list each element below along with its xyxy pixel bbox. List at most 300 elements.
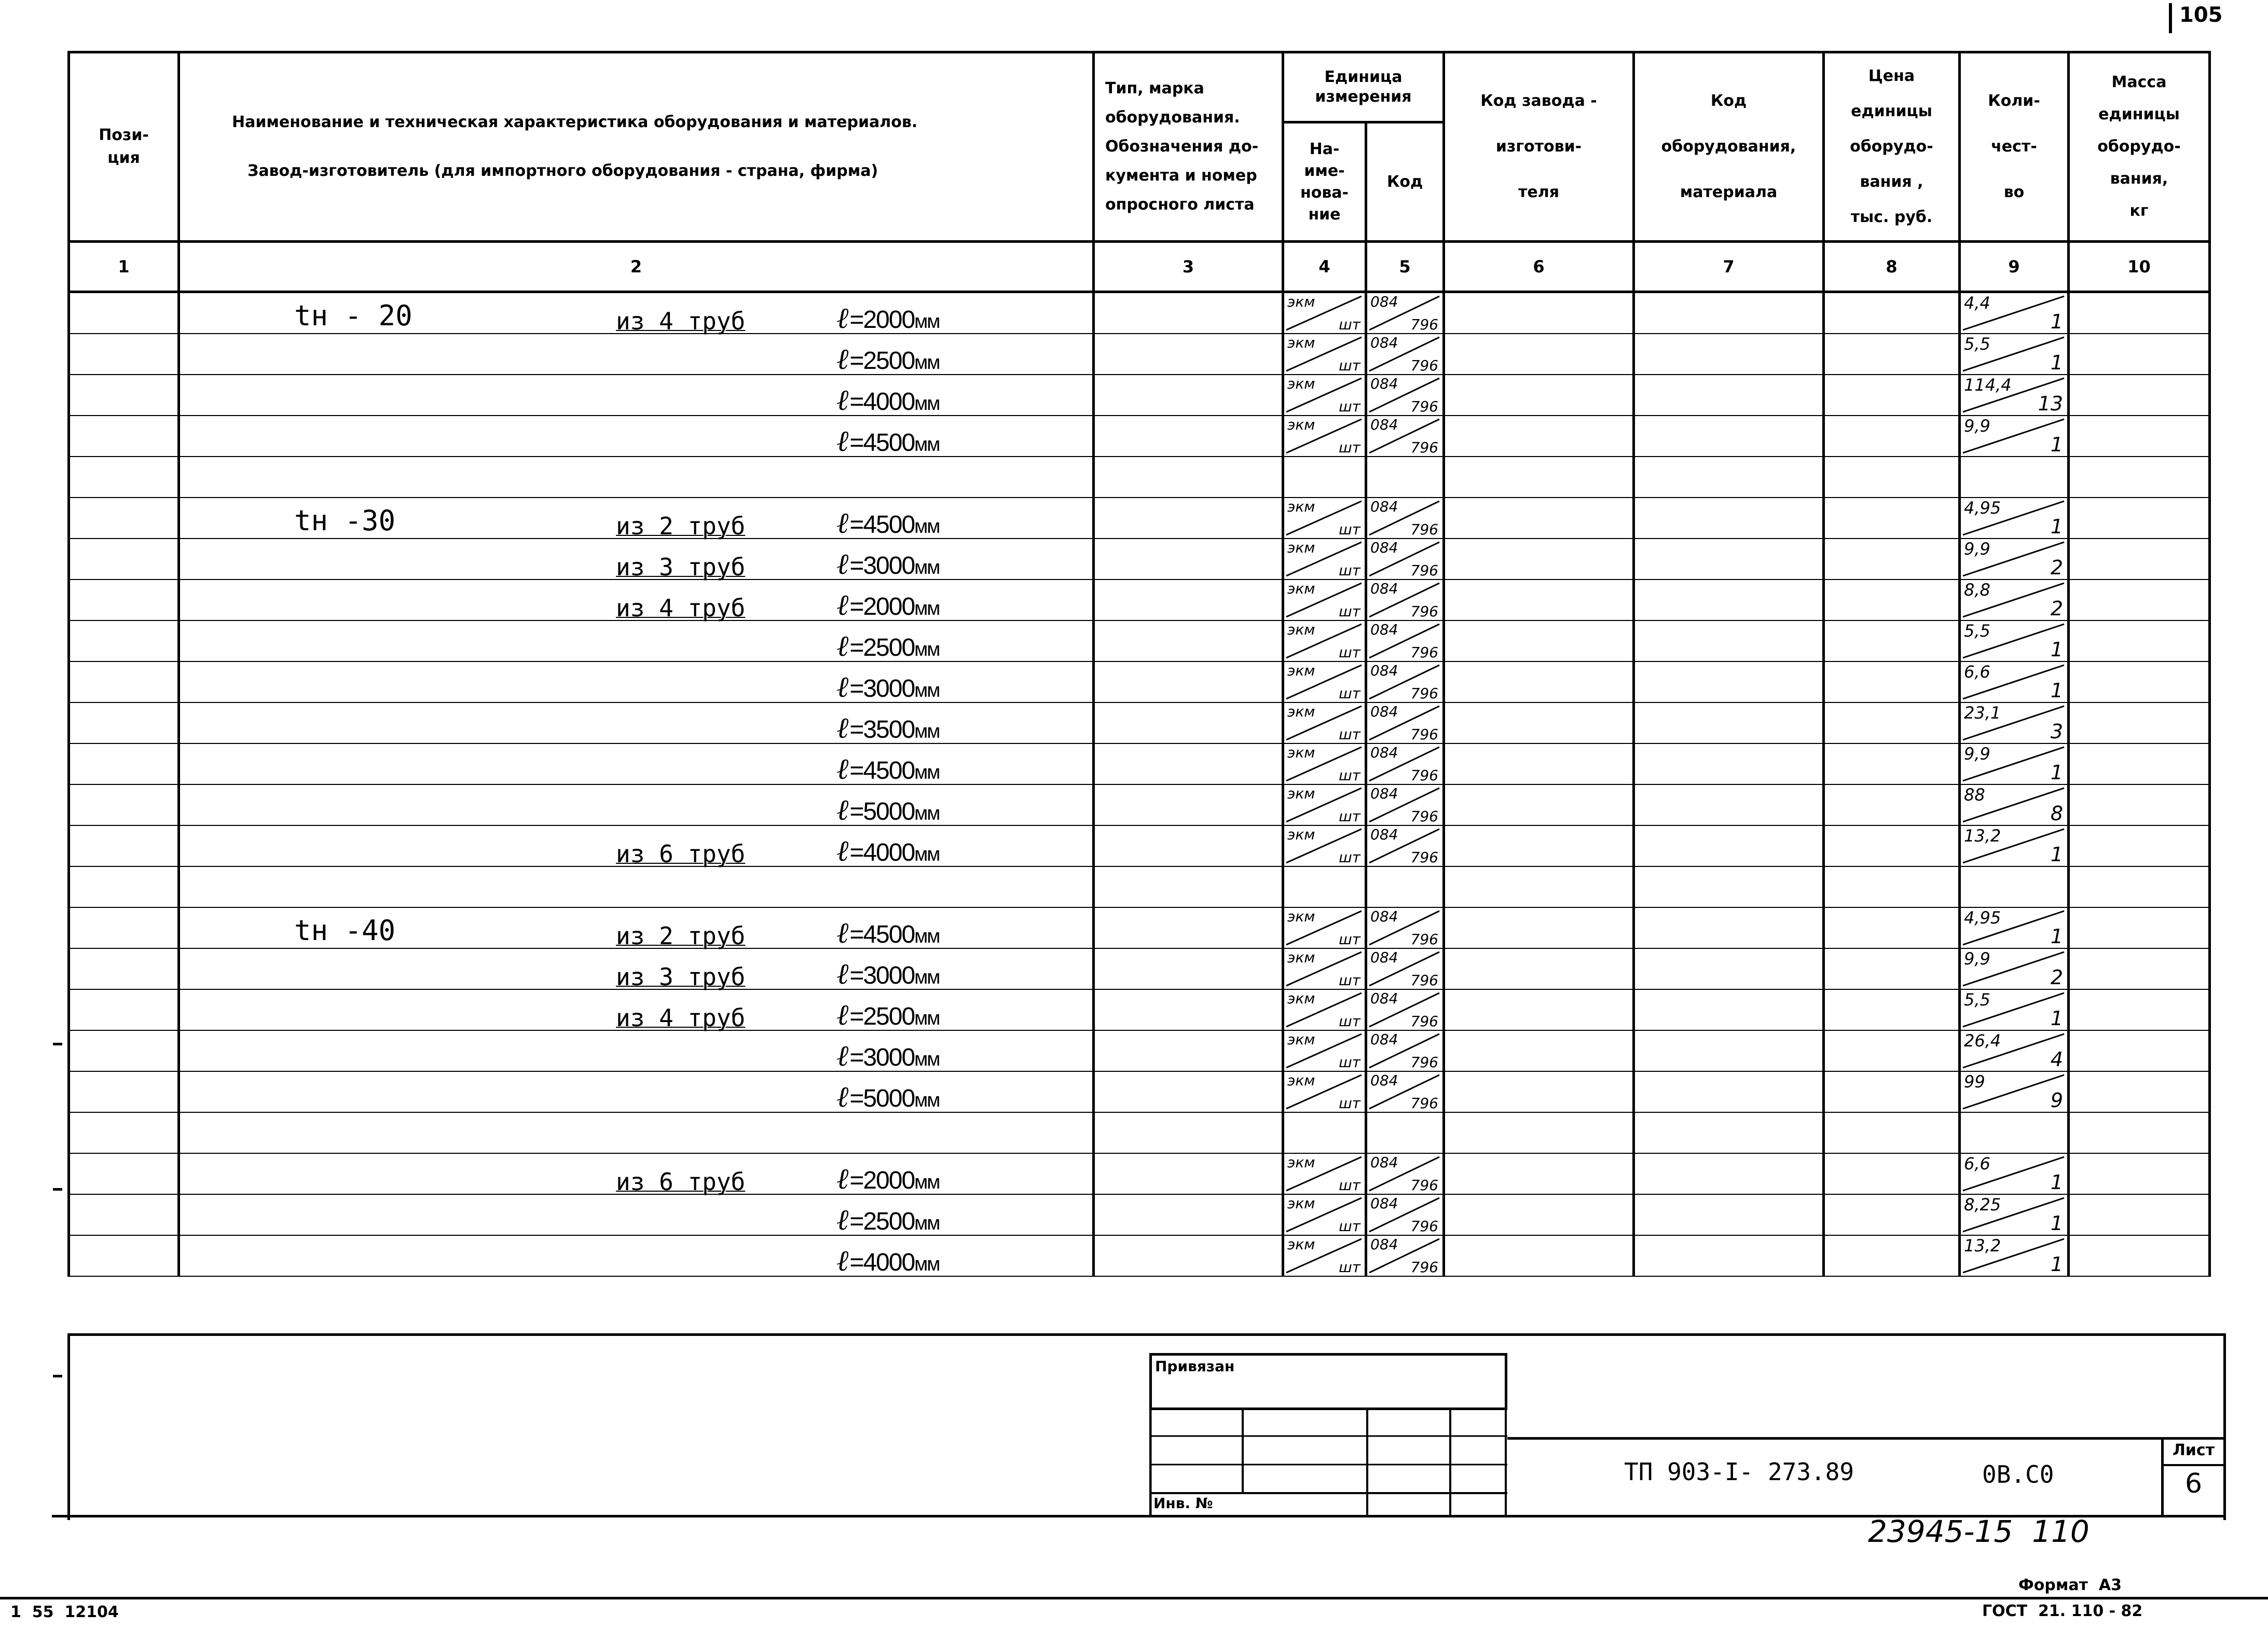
quantity-value — [1961, 1195, 2067, 1235]
column-number-row — [69, 242, 2210, 292]
unit-name-top: экм — [1287, 416, 1315, 433]
unit-code-bottom: 796 — [1410, 1013, 1438, 1030]
cell-type — [1094, 1235, 1283, 1276]
cell-factory-code — [1444, 1194, 1634, 1235]
cell-type — [1094, 784, 1283, 825]
cell-type — [1094, 866, 1283, 907]
cell-name — [179, 866, 1094, 907]
unit-name-value — [1284, 1031, 1365, 1071]
cell-name — [179, 375, 1094, 416]
length-value: =3000 — [849, 1044, 915, 1071]
cell-position — [69, 661, 179, 702]
table-row — [69, 457, 2210, 498]
bottom-frame — [67, 1333, 2226, 1520]
cell-position — [69, 1071, 179, 1112]
cell-price — [1824, 1235, 1960, 1276]
pipe-count: из 2 труб — [616, 512, 746, 540]
column-number: 2 — [179, 242, 1094, 292]
length-unit: мм — [914, 1171, 940, 1193]
length-value: =2500 — [849, 1003, 915, 1030]
unit-name-top: экм — [1287, 375, 1315, 392]
header-unit-name: На- име- нова- ние — [1283, 122, 1366, 242]
quantity-value — [1961, 498, 2067, 538]
cell-price — [1824, 539, 1960, 579]
cell-mass — [2069, 1071, 2210, 1112]
table-row — [69, 1071, 2210, 1112]
table-row — [69, 743, 2210, 784]
quantity-top: 4,95 — [1964, 498, 2001, 518]
cell-unit-name — [1283, 1235, 1366, 1276]
cell-mass — [2069, 743, 2210, 784]
cell-name — [179, 579, 1094, 620]
cell-equipment-code — [1634, 498, 1824, 539]
unit-name-bottom: шт — [1339, 562, 1360, 579]
cell-equipment-code — [1634, 539, 1824, 579]
unit-code-top: 084 — [1370, 744, 1398, 761]
column-number: 8 — [1824, 242, 1960, 292]
unit-code-top: 084 — [1370, 990, 1398, 1007]
cell-unit-code — [1366, 334, 1444, 375]
bottom-left-code: 1 55 12104 — [10, 1603, 119, 1621]
quantity-value — [1961, 293, 2067, 333]
length-value: =2500 — [849, 347, 915, 375]
pipe-length: ℓ=4500мм — [836, 916, 940, 950]
cell-factory-code — [1444, 948, 1634, 989]
cell-type — [1094, 661, 1283, 702]
cell-type — [1094, 1153, 1283, 1194]
cell-price — [1824, 292, 1960, 334]
quantity-bottom: 1 — [2050, 925, 2063, 948]
doc-code: ТП 903-I- 273.89 — [1624, 1458, 1854, 1486]
cell-unit-name — [1283, 416, 1366, 457]
cell-type — [1094, 1071, 1283, 1112]
quantity-top: 6,6 — [1964, 1154, 1990, 1174]
pipe-count: из 3 труб — [616, 963, 746, 991]
quantity-top: 99 — [1964, 1072, 1985, 1092]
bottom-rule — [0, 1597, 2268, 1599]
unit-code-bottom: 796 — [1410, 849, 1438, 866]
quantity-value — [1961, 1072, 2067, 1112]
unit-code-value — [1367, 744, 1442, 784]
cell-mass — [2069, 1030, 2210, 1071]
cell-quantity — [1960, 1071, 2069, 1112]
cell-unit-code — [1366, 743, 1444, 784]
quantity-value — [1961, 785, 2067, 825]
cell-unit-name — [1283, 292, 1366, 334]
unit-name-top: экм — [1287, 949, 1315, 966]
unit-name-top: экм — [1287, 1236, 1315, 1253]
unit-name-top: экм — [1287, 293, 1315, 310]
quantity-value — [1961, 416, 2067, 456]
cell-name — [179, 334, 1094, 375]
unit-code-bottom: 796 — [1410, 1177, 1438, 1194]
pipe-count: из 4 труб — [616, 307, 746, 335]
unit-name-bottom: шт — [1339, 1177, 1360, 1194]
cell-price — [1824, 1071, 1960, 1112]
quantity-bottom: 1 — [2050, 433, 2063, 456]
cell-quantity — [1960, 743, 2069, 784]
length-value: =3000 — [849, 675, 915, 702]
unit-name-value — [1284, 908, 1365, 948]
cell-equipment-code — [1634, 1235, 1824, 1276]
cell-quantity — [1960, 1235, 2069, 1276]
cell-unit-name — [1283, 907, 1366, 948]
header-factory-code: Код завода - изготови- теля — [1444, 52, 1634, 242]
unit-name-top: экм — [1287, 1072, 1315, 1089]
cell-price — [1824, 948, 1960, 989]
quantity-top: 13,2 — [1964, 1236, 2001, 1255]
quantity-bottom: 9 — [2050, 1089, 2063, 1112]
quantity-top: 26,4 — [1964, 1031, 2001, 1051]
pipe-length: ℓ=2500мм — [836, 342, 940, 376]
gost-label: ГОСТ 21. 110 - 82 — [1982, 1602, 2143, 1620]
length-unit: мм — [914, 1048, 940, 1070]
cell-position — [69, 702, 179, 743]
cell-name — [179, 416, 1094, 457]
unit-name-value — [1284, 539, 1365, 579]
pipe-length: ℓ=2500мм — [836, 629, 940, 663]
unit-code-top: 084 — [1370, 580, 1398, 597]
unit-code-value — [1367, 580, 1442, 620]
inv-no-label: Инв. № — [1153, 1495, 1213, 1512]
cell-quantity — [1960, 866, 2069, 907]
unit-code-value — [1367, 498, 1442, 538]
cell-equipment-code — [1634, 457, 1824, 498]
cell-equipment-code — [1634, 825, 1824, 866]
unit-code-bottom: 796 — [1410, 685, 1438, 702]
cell-quantity — [1960, 457, 2069, 498]
cell-type — [1094, 579, 1283, 620]
table-row — [69, 825, 2210, 866]
cell-unit-code — [1366, 1194, 1444, 1235]
cell-type — [1094, 375, 1283, 416]
cell-unit-name — [1283, 1071, 1366, 1112]
unit-code-top: 084 — [1370, 785, 1398, 802]
cell-unit-name — [1283, 825, 1366, 866]
table-row — [69, 416, 2210, 457]
cell-mass — [2069, 498, 2210, 539]
cell-name — [179, 1071, 1094, 1112]
cell-mass — [2069, 416, 2210, 457]
cell-quantity — [1960, 334, 2069, 375]
cell-unit-code — [1366, 784, 1444, 825]
cell-unit-name — [1283, 1153, 1366, 1194]
cell-unit-code — [1366, 620, 1444, 661]
cell-type — [1094, 1030, 1283, 1071]
unit-name-value — [1284, 375, 1365, 415]
quantity-top: 88 — [1964, 785, 1985, 805]
quantity-bottom: 1 — [2050, 351, 2063, 374]
cell-price — [1824, 825, 1960, 866]
cell-quantity — [1960, 620, 2069, 661]
quantity-bottom: 1 — [2050, 1007, 2063, 1030]
unit-name-bottom: шт — [1339, 316, 1360, 333]
length-unit: мм — [914, 762, 940, 783]
cell-mass — [2069, 292, 2210, 334]
cell-position — [69, 866, 179, 907]
length-value: =2000 — [849, 1167, 915, 1194]
pipe-length: ℓ=3500мм — [836, 711, 940, 745]
cell-mass — [2069, 784, 2210, 825]
cell-price — [1824, 1030, 1960, 1071]
unit-code-value — [1367, 990, 1442, 1030]
cell-position — [69, 907, 179, 948]
cell-unit-name — [1283, 334, 1366, 375]
unit-name-bottom: шт — [1339, 1013, 1360, 1030]
cell-name — [179, 498, 1094, 539]
cell-factory-code — [1444, 1235, 1634, 1276]
cell-unit-code — [1366, 292, 1444, 334]
unit-name-bottom: шт — [1339, 685, 1360, 702]
sheet-cell — [2161, 1437, 2223, 1515]
cell-unit-name — [1283, 661, 1366, 702]
unit-name-top: экм — [1287, 498, 1315, 515]
table-row — [69, 866, 2210, 907]
cell-mass — [2069, 457, 2210, 498]
quantity-top: 9,9 — [1964, 539, 1990, 559]
unit-code-top: 084 — [1370, 1154, 1398, 1171]
cell-name — [179, 1030, 1094, 1071]
length-unit: мм — [914, 967, 940, 988]
cell-price — [1824, 989, 1960, 1030]
unit-code-value — [1367, 785, 1442, 825]
table-row — [69, 539, 2210, 579]
cell-unit-name — [1283, 948, 1366, 989]
cell-quantity — [1960, 661, 2069, 702]
sheet-number: 6 — [2184, 1468, 2203, 1499]
cell-position — [69, 989, 179, 1030]
pipe-length: ℓ=2000мм — [836, 301, 940, 335]
unit-name-bottom: шт — [1339, 1095, 1360, 1112]
header-position: Пози- ция — [69, 52, 179, 242]
unit-code-value — [1367, 703, 1442, 743]
cell-quantity — [1960, 907, 2069, 948]
column-number: 10 — [2069, 242, 2210, 292]
table-body — [69, 292, 2210, 1277]
cell-unit-name — [1283, 457, 1366, 498]
unit-name-value — [1284, 621, 1365, 661]
cell-equipment-code — [1634, 334, 1824, 375]
length-unit: мм — [914, 393, 940, 415]
cell-price — [1824, 1153, 1960, 1194]
cell-position — [69, 416, 179, 457]
length-value: =4500 — [849, 511, 915, 539]
cell-type — [1094, 825, 1283, 866]
pipe-length: ℓ=5000мм — [836, 793, 940, 827]
quantity-value — [1961, 1154, 2067, 1194]
length-value: =3500 — [849, 716, 915, 743]
table-row — [69, 292, 2210, 334]
cell-unit-name — [1283, 989, 1366, 1030]
cell-price — [1824, 1112, 1960, 1153]
pipe-length: ℓ=2500мм — [836, 998, 940, 1032]
length-unit: мм — [914, 557, 940, 578]
cell-unit-name — [1283, 498, 1366, 539]
pipe-length: ℓ=4500мм — [836, 424, 940, 458]
cell-price — [1824, 579, 1960, 620]
length-unit: мм — [914, 598, 940, 619]
cell-mass — [2069, 661, 2210, 702]
table-row — [69, 620, 2210, 661]
column-number: 4 — [1283, 242, 1366, 292]
cell-equipment-code — [1634, 702, 1824, 743]
column-number: 6 — [1444, 242, 1634, 292]
header-unit-price: Цена единицы оборудо- вания , тыс. руб. — [1824, 52, 1960, 242]
cell-price — [1824, 866, 1960, 907]
unit-name-value — [1284, 580, 1365, 620]
unit-name-value — [1284, 785, 1365, 825]
unit-name-bottom: шт — [1339, 357, 1360, 374]
unit-code-top: 084 — [1370, 1072, 1398, 1089]
cell-name — [179, 825, 1094, 866]
cell-name — [179, 1235, 1094, 1276]
cell-factory-code — [1444, 1153, 1634, 1194]
quantity-top: 6,6 — [1964, 662, 1990, 682]
cell-factory-code — [1444, 989, 1634, 1030]
cell-equipment-code — [1634, 661, 1824, 702]
unit-code-top: 084 — [1370, 498, 1398, 515]
unit-code-bottom: 796 — [1410, 316, 1438, 333]
table-row — [69, 784, 2210, 825]
quantity-bottom: 4 — [2050, 1048, 2063, 1071]
cell-type — [1094, 743, 1283, 784]
unit-name-value — [1284, 1154, 1365, 1194]
quantity-value — [1961, 334, 2067, 374]
length-value: =4500 — [849, 757, 915, 784]
edge-mark — [53, 1043, 62, 1045]
unit-name-top: экм — [1287, 826, 1315, 843]
unit-name-bottom: шт — [1339, 849, 1360, 866]
unit-name-top: экм — [1287, 539, 1315, 556]
cell-mass — [2069, 334, 2210, 375]
unit-code-top: 084 — [1370, 908, 1398, 925]
cell-unit-code — [1366, 457, 1444, 498]
cell-position — [69, 620, 179, 661]
unit-code-top: 084 — [1370, 539, 1398, 556]
cell-name — [179, 539, 1094, 579]
cell-equipment-code — [1634, 784, 1824, 825]
cell-equipment-code — [1634, 907, 1824, 948]
cell-quantity — [1960, 1030, 2069, 1071]
quantity-bottom: 1 — [2050, 761, 2063, 784]
length-unit: мм — [914, 926, 940, 947]
cell-type — [1094, 292, 1283, 334]
cell-name — [179, 989, 1094, 1030]
cell-unit-name — [1283, 743, 1366, 784]
pipe-count: из 6 труб — [616, 840, 746, 868]
cell-position — [69, 1235, 179, 1276]
cell-position — [69, 292, 179, 334]
cell-unit-code — [1366, 539, 1444, 579]
unit-name-value — [1284, 990, 1365, 1030]
cell-factory-code — [1444, 1030, 1634, 1071]
cell-price — [1824, 334, 1960, 375]
header-type: Тип, марка оборудования. Обозначения до- кумента и номер опросного листа — [1094, 52, 1283, 242]
cell-unit-code — [1366, 866, 1444, 907]
unit-code-bottom: 796 — [1410, 1095, 1438, 1112]
specification-table — [67, 51, 2211, 1277]
cell-unit-code — [1366, 1112, 1444, 1153]
unit-name-value — [1284, 1195, 1365, 1235]
cell-position — [69, 784, 179, 825]
pipe-length: ℓ=2500мм — [836, 1203, 940, 1237]
handwritten-number: 23945-15 110 — [1868, 1514, 2090, 1549]
unit-code-value — [1367, 1195, 1442, 1235]
temperature-group: tн - 20 — [294, 299, 413, 332]
unit-code-top: 084 — [1370, 949, 1398, 966]
edge-mark — [53, 1188, 62, 1191]
unit-code-value — [1367, 1154, 1442, 1194]
cell-unit-code — [1366, 416, 1444, 457]
quantity-bottom: 1 — [2050, 843, 2063, 866]
pipe-length: ℓ=4500мм — [836, 752, 940, 786]
unit-name-top: экм — [1287, 908, 1315, 925]
cell-factory-code — [1444, 1112, 1634, 1153]
cell-equipment-code — [1634, 620, 1824, 661]
cell-position — [69, 1153, 179, 1194]
cell-name — [179, 784, 1094, 825]
edge-mark — [53, 1375, 62, 1377]
unit-code-value — [1367, 908, 1442, 948]
cell-name — [179, 907, 1094, 948]
cell-mass — [2069, 948, 2210, 989]
unit-name-top: экм — [1287, 621, 1315, 638]
header-quantity: Коли- чест- во — [1960, 52, 2069, 242]
column-number: 7 — [1634, 242, 1824, 292]
cell-mass — [2069, 825, 2210, 866]
cell-factory-code — [1444, 375, 1634, 416]
cell-position — [69, 743, 179, 784]
table-row — [69, 375, 2210, 416]
header-equipment-code: Код оборудования, материала — [1634, 52, 1824, 242]
unit-code-top: 084 — [1370, 1031, 1398, 1048]
cell-quantity — [1960, 498, 2069, 539]
unit-code-top: 084 — [1370, 1236, 1398, 1253]
cell-quantity — [1960, 539, 2069, 579]
temperature-group: tн -40 — [294, 914, 396, 947]
unit-name-bottom: шт — [1339, 398, 1360, 415]
cell-unit-code — [1366, 989, 1444, 1030]
cell-equipment-code — [1634, 579, 1824, 620]
unit-name-bottom: шт — [1339, 1218, 1360, 1235]
cell-factory-code — [1444, 702, 1634, 743]
cell-type — [1094, 539, 1283, 579]
length-unit: мм — [914, 352, 940, 374]
table-row — [69, 989, 2210, 1030]
table-row — [69, 1112, 2210, 1153]
table-row — [69, 702, 2210, 743]
cell-unit-name — [1283, 579, 1366, 620]
quantity-bottom: 2 — [2050, 597, 2063, 620]
unit-code-bottom: 796 — [1410, 644, 1438, 661]
quantity-bottom: 1 — [2050, 515, 2063, 538]
privyazan-label: Привязан — [1155, 1358, 1235, 1375]
unit-code-bottom: 796 — [1410, 1218, 1438, 1235]
cell-unit-code — [1366, 702, 1444, 743]
unit-code-top: 084 — [1370, 293, 1398, 310]
cell-equipment-code — [1634, 416, 1824, 457]
quantity-value — [1961, 1236, 2067, 1276]
unit-code-top: 084 — [1370, 621, 1398, 638]
table-row — [69, 334, 2210, 375]
cell-mass — [2069, 539, 2210, 579]
quantity-value — [1961, 580, 2067, 620]
length-value: =4000 — [849, 839, 915, 866]
cell-equipment-code — [1634, 1030, 1824, 1071]
length-value: =5000 — [849, 1085, 915, 1112]
cell-name — [179, 620, 1094, 661]
pipe-length: ℓ=3000мм — [836, 957, 940, 991]
